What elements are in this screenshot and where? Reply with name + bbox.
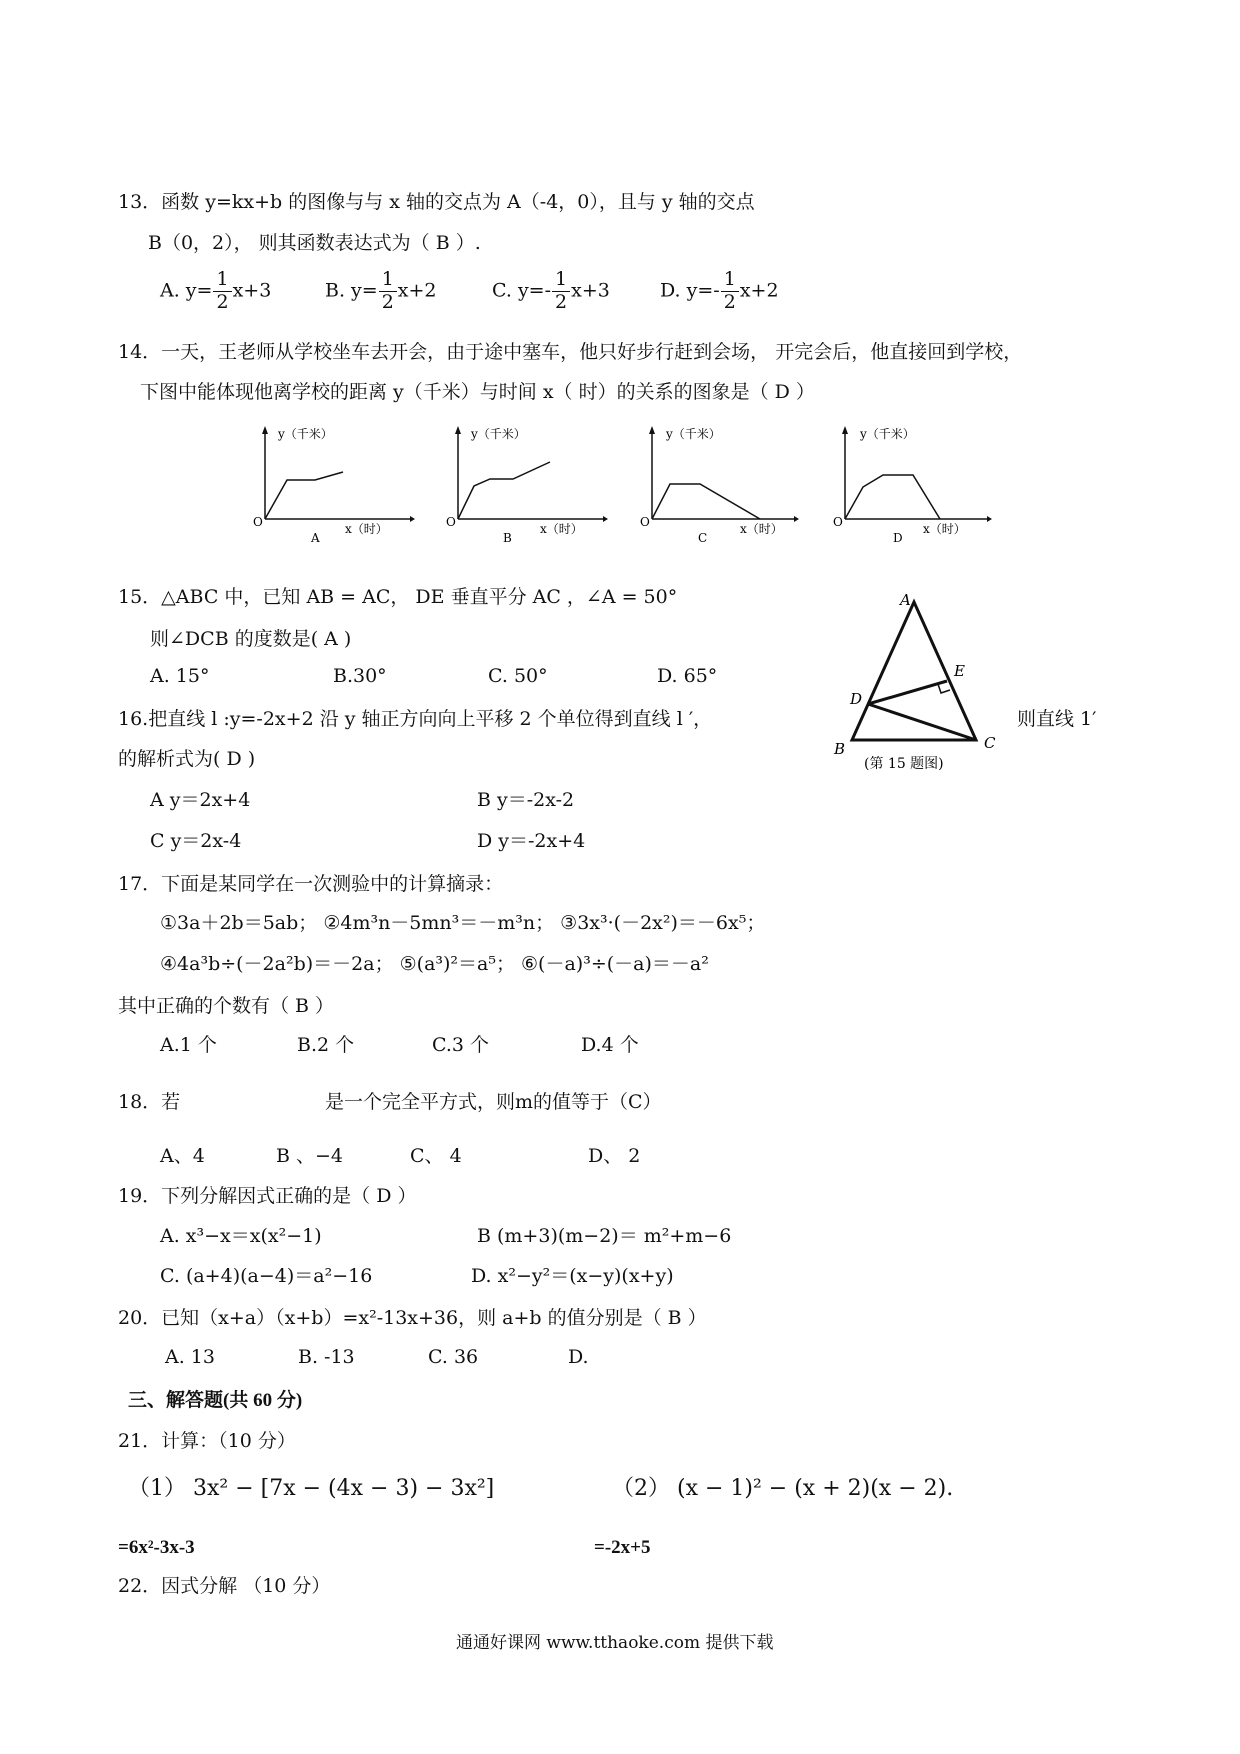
graph-a-label: A <box>311 531 320 544</box>
q20-stem: 20．已知（x+a）（x+b）=x²-13x+36，则 a+b 的值分别是（ B ） <box>118 1307 707 1329</box>
q21-answer1: =6x²-3x-3 <box>118 1537 195 1558</box>
q21-answer2: =-2x+5 <box>594 1537 651 1558</box>
vertex-c-label: C <box>984 734 996 752</box>
q18-option-c: C、 4 <box>410 1145 462 1167</box>
q18-option-a: A、4 <box>160 1145 205 1167</box>
graph-a-ylabel: y（千米） <box>278 427 333 441</box>
q21-part1: （1） 3x² − [7x − (4x − 3) − 3x²] <box>128 1476 495 1501</box>
q20-option-c: C. 36 <box>428 1346 479 1368</box>
q15-option-d: D. 65° <box>657 665 718 687</box>
graph-d-ylabel: y（千米） <box>860 427 915 441</box>
graph-b-label: B <box>503 531 512 544</box>
graph-b-ylabel: y（千米） <box>471 427 526 441</box>
vertex-d-label: D <box>850 690 863 708</box>
graph-a-origin: O <box>253 515 263 529</box>
q16-stem-line2: 的解析式为( D ) <box>118 748 256 770</box>
q21-stem: 21．计算：（10 分） <box>118 1430 296 1452</box>
q21-part2: （2） (x − 1)² − (x + 2)(x − 2). <box>612 1476 954 1501</box>
q18-stem-post: 是一个完全平方式，则m的值等于（C） <box>325 1091 662 1113</box>
q14-stem-line1: 14．一天，王老师从学校坐车去开会，由于途中塞车，他只好步行赶到会场， 开完会后，他直接回到学校， <box>118 341 1023 363</box>
q13-option-d: D. y=- $\frac{1}{2}$ x+2 <box>660 268 779 313</box>
q15-stem-line1: 15．△ABC 中，已知 AB = AC， DE 垂直平分 AC ，∠A = 50° <box>118 586 678 608</box>
figure-caption: (第 15 题图) <box>864 756 944 772</box>
q17-option-b: B.2 个 <box>297 1034 355 1056</box>
graph-d-label: D <box>893 531 903 544</box>
q16-option-c: C y＝2x-4 <box>150 830 242 852</box>
q22-stem: 22．因式分解 （10 分） <box>118 1575 331 1597</box>
q19-stem: 19．下列分解因式正确的是（ D ） <box>118 1185 417 1207</box>
q17-row2: ④4a³b÷(－2a²b)＝－2a； ⑤(a³)²＝a⁵； ⑥(－a)³÷(－a)＝－a² <box>160 953 709 975</box>
q14-graph-a <box>245 424 415 544</box>
q17-option-d: D.4 个 <box>581 1034 639 1056</box>
q18-stem-pre: 18．若 <box>118 1091 181 1113</box>
q13-stem-line1: 13．函数 y=kx+b 的图像与与 x 轴的交点为 A（-4，0），且与 y 轴的交点 <box>118 191 755 213</box>
q19-option-a: A. x³−x＝x(x²−1) <box>160 1225 322 1247</box>
q17-option-c: C.3 个 <box>432 1034 490 1056</box>
q16-option-b: B y＝-2x-2 <box>477 789 575 811</box>
graph-a-xlabel: x（时） <box>345 522 388 536</box>
graph-c-origin: O <box>640 515 650 529</box>
q17-row1: ①3a＋2b＝5ab； ②4m³n－5mn³＝－m³n； ③3x³·(－2x²)＝－6x⁵； <box>160 912 766 934</box>
q19-option-c: C. (a+4)(a−4)＝a²−16 <box>160 1265 373 1287</box>
q20-option-d: D. <box>568 1346 589 1368</box>
page-footer: 通通好课网 www.tthaoke.com 提供下载 <box>456 1633 774 1653</box>
q15-option-a: A. 15° <box>150 665 210 687</box>
graph-c-ylabel: y（千米） <box>666 427 721 441</box>
q14-stem-line2: 下图中能体现他离学校的距离 y（千米）与时间 x（ 时）的关系的图象是（ D ） <box>140 381 815 403</box>
q13-option-b: B. y= $\frac{1}{2}$ x+2 <box>325 268 437 313</box>
q17-stem-line2: 其中正确的个数有（ B ） <box>118 995 335 1017</box>
vertex-b-label: B <box>834 740 846 758</box>
q14-graph-d <box>825 424 995 544</box>
q19-option-d: D. x²−y²＝(x−y)(x+y) <box>471 1265 674 1287</box>
q15-stem-line2: 则∠DCB 的度数是( A ) <box>150 628 352 650</box>
q14-graph-b <box>438 424 608 544</box>
q18-option-d: D、 2 <box>588 1145 641 1167</box>
q17-option-a: A.1 个 <box>160 1034 217 1056</box>
q20-option-a: A. 13 <box>165 1346 215 1368</box>
q18-option-b: B 、−4 <box>276 1145 344 1167</box>
q16-option-a: A y＝2x+4 <box>150 789 251 811</box>
graph-b-origin: O <box>446 515 456 529</box>
q15-option-b: B.30° <box>333 665 387 687</box>
vertex-e-label: E <box>954 662 965 680</box>
q19-option-b: B (m+3)(m−2)＝ m²+m−6 <box>477 1225 732 1247</box>
graph-c-label: C <box>698 531 708 544</box>
graph-d-origin: O <box>833 515 843 529</box>
graph-d-xlabel: x（时） <box>923 522 966 536</box>
graph-c-xlabel: x（时） <box>740 522 783 536</box>
q16-stem-line1-tail: 则直线 1′ <box>1017 708 1097 730</box>
q16-option-d: D y＝-2x+4 <box>477 830 586 852</box>
q13-option-c: C. y=- $\frac{1}{2}$ x+3 <box>492 268 610 313</box>
vertex-a-label: A <box>900 591 911 609</box>
q14-graph-c <box>632 424 802 544</box>
q15-option-c: C. 50° <box>488 665 548 687</box>
q13-option-a: A. y= $\frac{1}{2}$ x+3 <box>160 268 272 313</box>
q13-stem-line2: B（0，2）， 则其函数表达式为（ B ）. <box>148 232 481 254</box>
q16-stem-line1: 16.把直线 l :y=-2x+2 沿 y 轴正方向向上平移 2 个单位得到直线 l ′， <box>118 708 713 730</box>
q17-stem-line1: 17．下面是某同学在一次测验中的计算摘录： <box>118 873 504 895</box>
q15-triangle-figure <box>820 588 1020 788</box>
q20-option-b: B. -13 <box>298 1346 355 1368</box>
section-heading: 三、解答题(共 60 分) <box>128 1390 303 1411</box>
graph-b-xlabel: x（时） <box>540 522 583 536</box>
